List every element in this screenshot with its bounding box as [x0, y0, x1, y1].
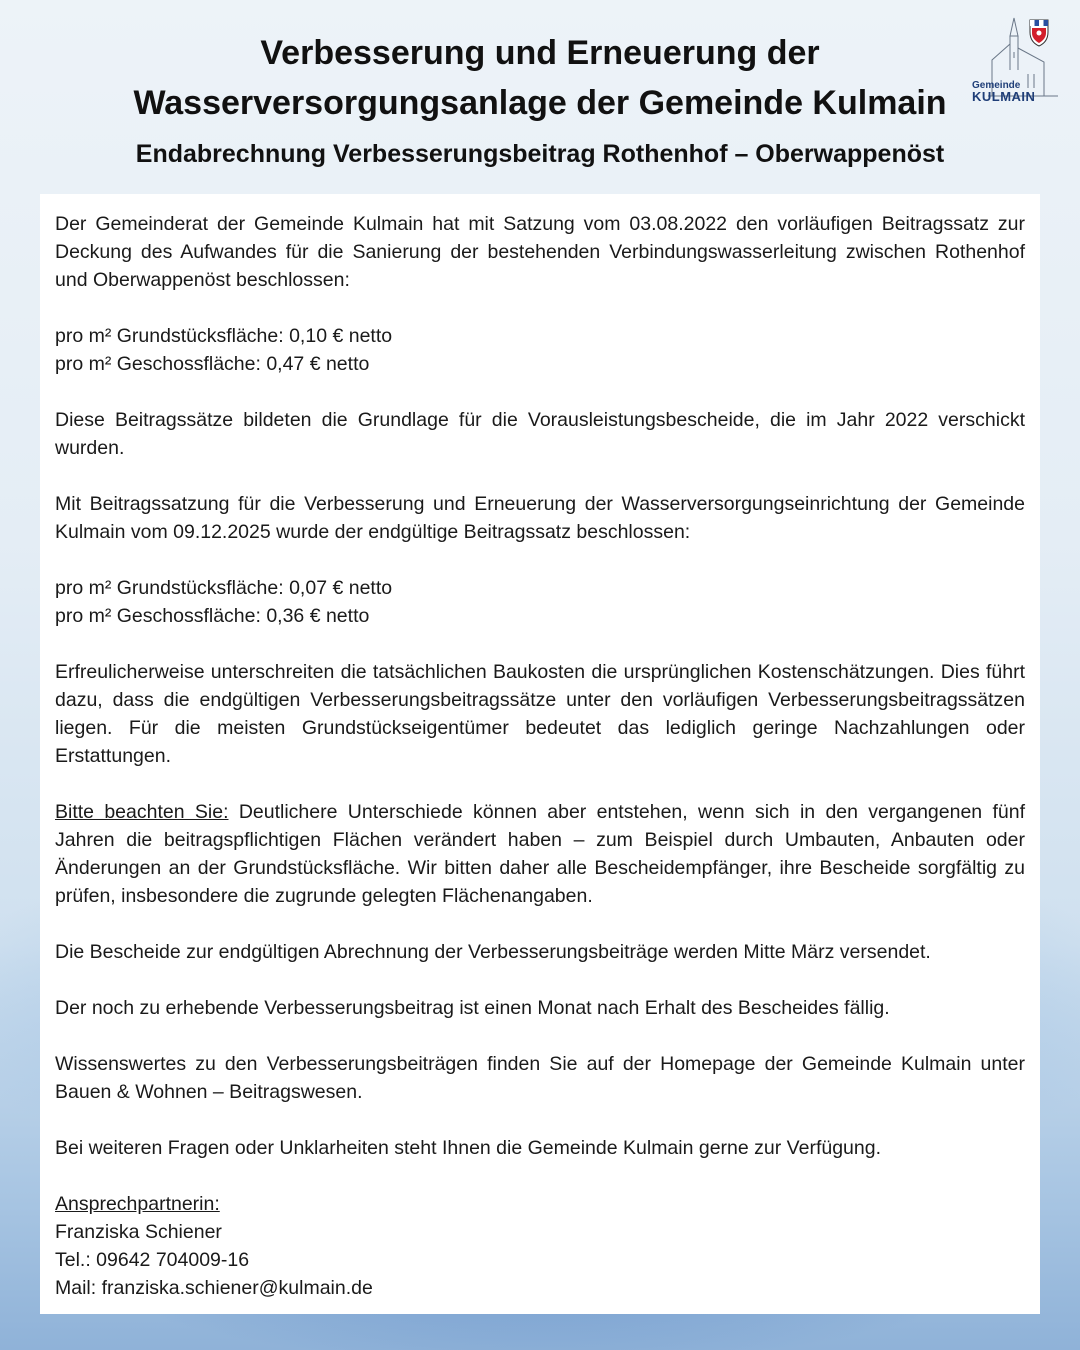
header — [0, 0, 1080, 190]
rate-floor-provisional: pro m² Geschossfläche: 0,47 € netto — [55, 353, 370, 375]
rate-land-provisional: pro m² Grundstücksfläche: 0,10 € netto — [55, 325, 393, 347]
content-card — [40, 194, 1040, 1314]
page-title — [0, 28, 1080, 128]
paragraph-costs: Erfreulicherweise unterschreiten die tatsächlichen Baukosten die ursprünglichen Kostenschätzungen. Dies führt dazu, dass die endgültigen Verbesserungsbeitragssätze unter den vorläufigen Verbesserungsbeitragssätzen liegen. Für die meisten Grundstückseigentümer bedeutet das lediglich geringe Nachzahlungen oder Erstattungen. — [55, 661, 1025, 767]
paragraph-basis: Diese Beitragssätze bildeten die Grundlage für die Vorausleistungsbescheide, die im Jahr 2022 verschickt wurden. — [55, 409, 1025, 459]
title-line-2: Wasserversorgungsanlage der Gemeinde Kulmain — [133, 84, 947, 122]
notice-text: Deutlichere Unterschiede können aber entstehen, wenn sich in den vergangenen fünf Jahren die beitragspflichtigen Flächen verändert haben – zum Beispiel durch Umbauten, Anbauten oder Änderungen an der Grundstücksfläche. Wir bitten daher alle Bescheidempfänger, ihre Bescheide sorgfältig zu prüfen, insbesondere die zugrunde gelegten Flächenangaben. — [55, 801, 1025, 907]
logo-wordmark: Gemeinde KULMAIN — [972, 80, 1036, 104]
kulmain-logo — [968, 14, 1068, 110]
paragraph-homepage: Wissenswertes zu den Verbesserungsbeiträgen finden Sie auf der Homepage der Gemeinde Kulmain unter Bauen & Wohnen – Beitragswesen. — [55, 1053, 1025, 1103]
paragraph-intro: Der Gemeinderat der Gemeinde Kulmain hat mit Satzung vom 03.08.2022 den vorläufigen Beitragssatz zur Deckung des Aufwandes für die Sanierung der bestehenden Verbindungswasserleitung zwischen Rothenhof und Oberwappenöst beschlossen: — [55, 213, 1025, 291]
contact-block — [55, 1190, 1025, 1302]
rates-final — [55, 574, 1025, 630]
page-subtitle: Endabrechnung Verbesserungsbeitrag Rothenhof – Oberwappenöst — [135, 140, 945, 168]
paragraph-questions: Bei weiteren Fragen oder Unklarheiten steht Ihnen die Gemeinde Kulmain gerne zur Verfügung. — [55, 1137, 881, 1159]
paragraph-notice — [55, 798, 1025, 910]
contact-name: Franziska Schiener — [55, 1221, 222, 1243]
rate-land-final: pro m² Grundstücksfläche: 0,07 € netto — [55, 577, 393, 599]
notice-label: Bitte beachten Sie: — [55, 801, 229, 823]
contact-label: Ansprechpartnerin: — [55, 1193, 220, 1215]
rates-provisional — [55, 322, 1025, 378]
rate-floor-final: pro m² Geschossfläche: 0,36 € netto — [55, 605, 370, 627]
coat-of-arms-icon — [1030, 20, 1048, 46]
title-line-1: Verbesserung und Erneuerung der — [260, 34, 820, 72]
contact-mail: Mail: franziska.schiener@kulmain.de — [55, 1277, 373, 1299]
paragraph-due: Der noch zu erhebende Verbesserungsbeitrag ist einen Monat nach Erhalt des Bescheides fällig. — [55, 997, 890, 1019]
paragraph-dispatch: Die Bescheide zur endgültigen Abrechnung der Verbesserungsbeiträge werden Mitte März versendet. — [55, 941, 931, 963]
paragraph-final-statute: Mit Beitragssatzung für die Verbesserung und Erneuerung der Wasserversorgungseinrichtung der Gemeinde Kulmain vom 09.12.2025 wurde der endgültige Beitragssatz beschlossen: — [55, 493, 1025, 543]
contact-phone: Tel.: 09642 704009-16 — [55, 1249, 250, 1271]
